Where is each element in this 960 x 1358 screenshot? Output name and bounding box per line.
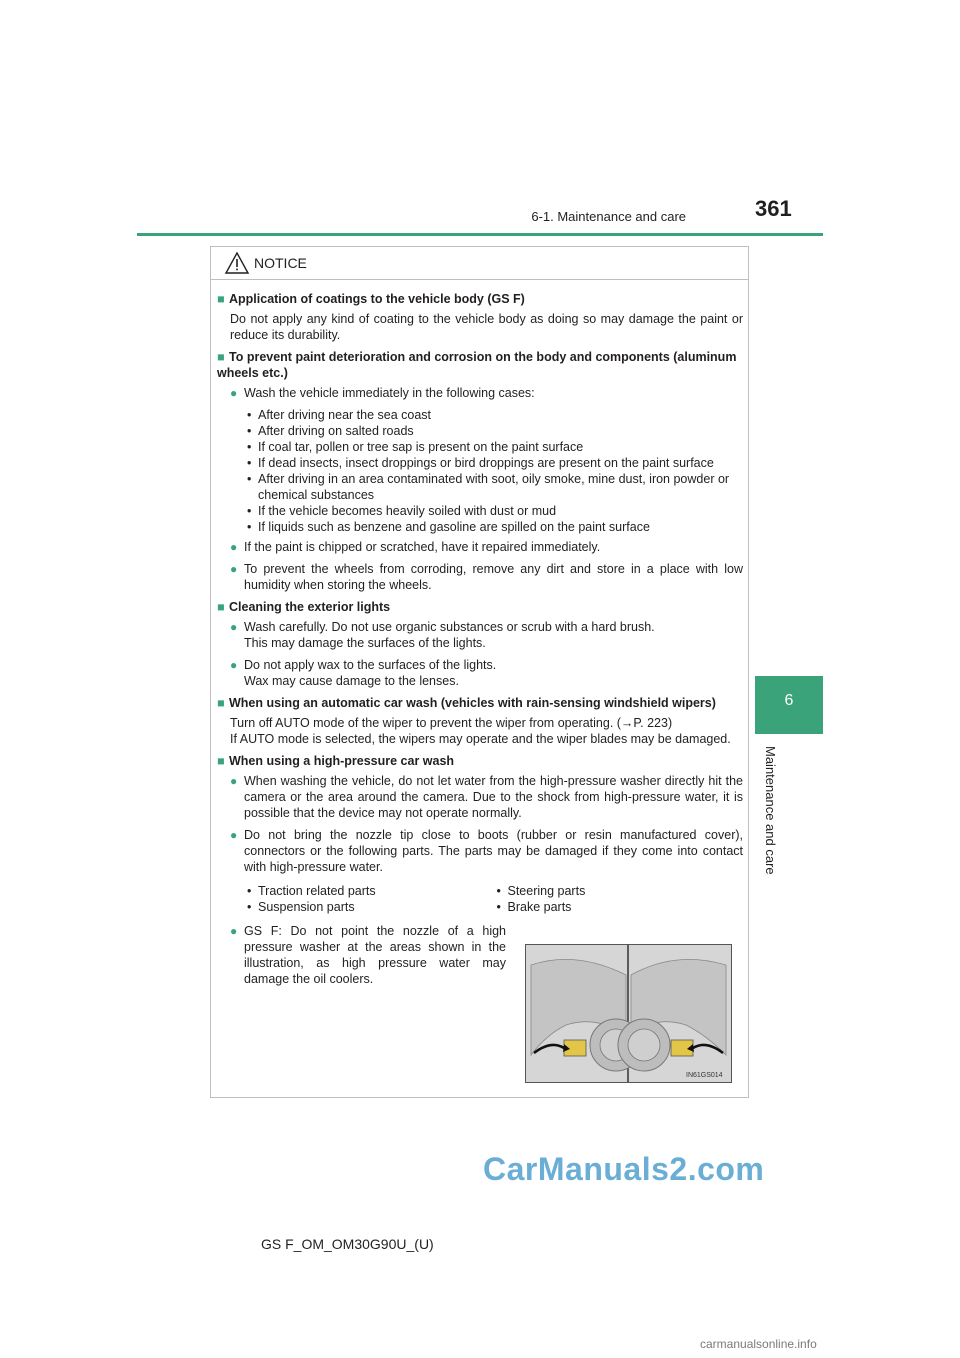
square-bullet-icon: ■ [217, 350, 225, 364]
item-text: Wash carefully. Do not use organic substances or scrub with a hard brush. [244, 620, 655, 634]
parts-column-right [494, 883, 744, 915]
para-text: If AUTO mode is selected, the wipers may operate and the wiper blades may be damaged. [230, 732, 731, 746]
circle-bullet-icon: ● [230, 774, 238, 788]
sub-list-item [244, 503, 743, 519]
dot-bullet-icon: • [496, 900, 501, 914]
dot-bullet-icon: • [247, 520, 252, 534]
list-item [230, 827, 743, 875]
dot-bullet-icon: • [247, 440, 252, 454]
item-text: After driving on salted roads [258, 424, 414, 438]
header-rule [137, 233, 823, 236]
item-text: Wash the vehicle immediately in the following cases: [244, 386, 535, 400]
section-heading [217, 291, 743, 307]
list-item [230, 539, 743, 555]
section-title-text: To prevent paint deterioration and corrosion on the body and components (aluminum wheels etc.) [217, 350, 737, 380]
list-item [230, 773, 743, 821]
item-text: If coal tar, pollen or tree sap is present on the paint surface [258, 440, 584, 454]
sub-list-item [244, 423, 743, 439]
section-heading [217, 753, 743, 769]
item-text: If the vehicle becomes heavily soiled with dust or mud [258, 504, 557, 518]
list-item [230, 561, 743, 593]
list-item [230, 923, 506, 987]
dot-bullet-icon: • [247, 424, 252, 438]
dot-bullet-icon: • [247, 884, 252, 898]
circle-bullet-icon: ● [230, 540, 238, 554]
square-bullet-icon: ■ [217, 754, 225, 768]
section-title-text: When using an automatic car wash (vehicles with rain-sensing windshield wipers) [229, 696, 716, 710]
chapter-tab [755, 676, 823, 734]
car-front-illustration [526, 945, 731, 1082]
item-text: If the paint is chipped or scratched, have it repaired immediately. [244, 540, 601, 554]
section-heading [217, 349, 743, 381]
list-item [230, 385, 743, 401]
parts-item [494, 899, 744, 915]
parts-column-left [244, 883, 494, 915]
item-text: Wax may cause damage to the lenses. [244, 674, 459, 688]
notice-content [217, 287, 743, 993]
circle-bullet-icon: ● [230, 386, 238, 400]
parts-item [244, 899, 494, 915]
sub-list-item [244, 407, 743, 423]
chapter-label: Maintenance and care [763, 746, 778, 875]
section-heading [217, 695, 743, 711]
square-bullet-icon: ■ [217, 292, 225, 306]
section-title-text: Cleaning the exterior lights [229, 600, 391, 614]
illustration-code: IN61GS014 [686, 1072, 723, 1079]
item-text: To prevent the wheels from corroding, remove any dirt and store in a place with low humidity when storing the wheels. [244, 562, 743, 592]
sub-list-item [244, 519, 743, 535]
notice-header [211, 247, 748, 280]
item-text: After driving near the sea coast [258, 408, 432, 422]
dot-bullet-icon: • [247, 900, 252, 914]
oil-cooler-illustration [525, 944, 732, 1083]
dot-bullet-icon: • [247, 408, 252, 422]
section-title-text: When using a high-pressure car wash [229, 754, 455, 768]
item-text: Brake parts [507, 900, 572, 914]
notice-label: NOTICE [254, 255, 307, 271]
item-text: When washing the vehicle, do not let water from the high-pressure washer directly hit the camera or the area around the camera. Due to the shock from high-pressure water, it is possible that the device may not operate normally. [244, 774, 743, 820]
page-number: 361 [755, 196, 792, 221]
circle-bullet-icon: ● [230, 924, 238, 938]
circle-bullet-icon: ● [230, 620, 238, 634]
circle-bullet-icon: ● [230, 562, 238, 576]
list-item [230, 619, 743, 651]
item-text: GS F: Do not point the nozzle of a high pressure washer at the areas shown in the illustration, as high pressure water may damage the oil coolers. [244, 924, 506, 986]
item-text: After driving in an area contaminated with soot, oily smoke, mine dust, iron powder or chemical substances [258, 472, 730, 502]
circle-bullet-icon: ● [230, 828, 238, 842]
item-text: If dead insects, insect droppings or bird droppings are present on the paint surface [258, 456, 714, 470]
parts-list [244, 883, 743, 915]
watermark-secondary: carmanualsonline.info [700, 1337, 817, 1351]
list-item [230, 657, 743, 689]
item-text: Steering parts [507, 884, 586, 898]
warning-icon [225, 252, 249, 274]
dot-bullet-icon: • [247, 456, 252, 470]
circle-bullet-icon: ● [230, 658, 238, 672]
square-bullet-icon: ■ [217, 600, 225, 614]
square-bullet-icon: ■ [217, 696, 225, 710]
paragraph [230, 715, 743, 747]
sub-list-item [244, 439, 743, 455]
item-text: Do not apply wax to the surfaces of the lights. [244, 658, 497, 672]
sub-list-item [244, 471, 743, 503]
dot-bullet-icon: • [247, 472, 252, 486]
parts-item [244, 883, 494, 899]
paragraph: Do not apply any kind of coating to the vehicle body as doing so may damage the paint or reduce its durability. [230, 312, 743, 342]
item-text: Do not bring the nozzle tip close to boots (rubber or resin manufactured cover), connectors or the following parts. The parts may be damaged if they come into contact with high-pressure water. [244, 828, 743, 874]
sub-list-item [244, 455, 743, 471]
dot-bullet-icon: • [247, 504, 252, 518]
item-text: Traction related parts [258, 884, 376, 898]
parts-item [494, 883, 744, 899]
section-title: 6-1. Maintenance and care [531, 209, 686, 224]
chapter-number: 6 [784, 692, 794, 709]
para-text: Turn off AUTO mode of the wiper to prevent the wiper from operating. (→P. 223) [230, 716, 673, 730]
chapter-label-container [756, 746, 786, 916]
watermark-primary: CarManuals2.com [483, 1151, 765, 1187]
item-text: Suspension parts [258, 900, 355, 914]
section-title-text: Application of coatings to the vehicle body (GS F) [229, 292, 525, 306]
item-text: If liquids such as benzene and gasoline are spilled on the paint surface [258, 520, 650, 534]
item-text: This may damage the surfaces of the lights. [244, 636, 486, 650]
document-code: GS F_OM_OM30G90U_(U) [261, 1236, 434, 1252]
section-heading [217, 599, 743, 615]
dot-bullet-icon: • [496, 884, 501, 898]
